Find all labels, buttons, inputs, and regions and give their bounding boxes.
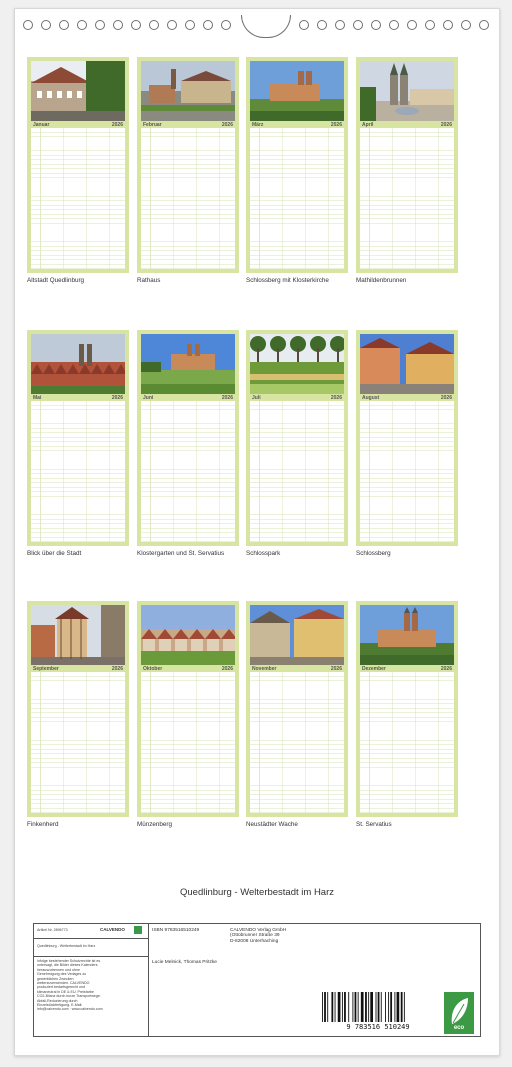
month-photo bbox=[360, 61, 454, 121]
calvendo-logo: CALVENDO bbox=[100, 927, 125, 932]
month-name: Oktober bbox=[143, 666, 163, 672]
binding-ring bbox=[389, 20, 399, 30]
month-year: 2026 bbox=[440, 666, 452, 672]
month-year: 2026 bbox=[330, 666, 342, 672]
barcode-digits: 9 783516 510249 bbox=[346, 1023, 410, 1031]
month-header bbox=[141, 665, 235, 672]
month-photo bbox=[31, 605, 125, 665]
day-grid bbox=[250, 672, 344, 813]
month-name: Januar bbox=[33, 122, 50, 128]
month-header bbox=[360, 121, 454, 128]
month-photo bbox=[141, 334, 235, 394]
month-oktober bbox=[137, 601, 239, 828]
product-name: Quedlinburg - Welterbestadt im Harz bbox=[37, 944, 96, 948]
eco-label: eco bbox=[453, 1025, 465, 1031]
day-grid bbox=[360, 672, 454, 813]
binding-ring bbox=[203, 20, 213, 30]
legal-text: Infolge bestehender Schutzrechte ist es untersagt, die Bilder dieses Kalenders herauszutrennen und ohne Genehmigung des Verlages zu gewerblichen Zwecken weiterzuverwenden. CALVENDO produziert bedarfsgerecht und klimaneutral in DE & EU. Preisfarbe CO2-Bilanz durch kurze Transportwege. Abfall-Reduzierung durch Einzelstückfertigung. E-Mail: info@calvendo.com · www.calvendo.com bbox=[37, 959, 103, 1012]
binding-ring bbox=[23, 20, 33, 30]
authors: Lucie Melnick, Thomas Pritzke bbox=[152, 960, 217, 965]
day-grid bbox=[141, 672, 235, 813]
day-grid bbox=[360, 128, 454, 269]
binding-ring bbox=[113, 20, 123, 30]
month-header bbox=[360, 394, 454, 401]
day-grid bbox=[360, 401, 454, 542]
publisher-city: D-82008 Unterhaching bbox=[230, 938, 279, 944]
month-caption: Mathildenbrunnen bbox=[356, 277, 407, 284]
month-photo bbox=[250, 334, 344, 394]
month-header bbox=[141, 121, 235, 128]
binding-ring bbox=[95, 20, 105, 30]
month-name: September bbox=[33, 666, 59, 672]
month-caption: Schlossberg bbox=[356, 550, 391, 557]
hanger-hook bbox=[241, 15, 291, 38]
publisher-name: CALVENDO Verlag GmbH bbox=[230, 928, 287, 933]
month-photo bbox=[250, 605, 344, 665]
month-februar bbox=[137, 57, 239, 284]
month-photo bbox=[31, 61, 125, 121]
barcode bbox=[316, 990, 440, 1032]
month-year: 2026 bbox=[111, 395, 123, 401]
binding-ring bbox=[317, 20, 327, 30]
info-left-column bbox=[34, 924, 149, 1036]
month-november bbox=[246, 601, 348, 828]
month-caption: Altstadt Quedlinburg bbox=[27, 277, 85, 284]
month-photo bbox=[31, 334, 125, 394]
publisher-block bbox=[230, 928, 286, 944]
month-märz bbox=[246, 57, 348, 284]
binding-ring bbox=[443, 20, 453, 30]
month-year: 2026 bbox=[440, 122, 452, 128]
month-photo bbox=[360, 334, 454, 394]
month-caption: Neustädter Wache bbox=[246, 821, 298, 828]
month-juli bbox=[246, 330, 348, 557]
month-name: November bbox=[252, 666, 277, 672]
article-number: Artikel Nr. 2896773 bbox=[37, 928, 68, 932]
month-caption: Schlosspark bbox=[246, 550, 281, 557]
month-name: Februar bbox=[143, 122, 162, 128]
binding-ring bbox=[167, 20, 177, 30]
month-name: März bbox=[252, 122, 264, 128]
month-dezember bbox=[356, 601, 458, 828]
month-name: August bbox=[362, 395, 380, 401]
binding-rings bbox=[23, 17, 493, 35]
month-year: 2026 bbox=[221, 666, 233, 672]
logo-square-icon bbox=[134, 926, 142, 934]
binding-ring bbox=[131, 20, 141, 30]
month-caption: Klostergarten und St. Servatius bbox=[137, 550, 225, 557]
month-caption: Finkenherd bbox=[27, 821, 59, 828]
day-grid bbox=[141, 128, 235, 269]
binding-ring bbox=[221, 20, 231, 30]
month-year: 2026 bbox=[221, 395, 233, 401]
day-grid bbox=[31, 401, 125, 542]
month-januar bbox=[27, 57, 129, 284]
month-header bbox=[31, 665, 125, 672]
month-year: 2026 bbox=[330, 122, 342, 128]
binding-ring bbox=[59, 20, 69, 30]
binding-ring bbox=[149, 20, 159, 30]
binding-ring bbox=[299, 20, 309, 30]
month-name: Mai bbox=[33, 395, 42, 401]
month-mai bbox=[27, 330, 129, 557]
month-year: 2026 bbox=[111, 666, 123, 672]
eco-badge bbox=[444, 992, 474, 1034]
month-header bbox=[250, 394, 344, 401]
binding-ring bbox=[371, 20, 381, 30]
isbn: ISBN 9783516510249 bbox=[152, 928, 200, 933]
day-grid bbox=[31, 672, 125, 813]
binding-ring bbox=[185, 20, 195, 30]
month-photo bbox=[141, 61, 235, 121]
month-year: 2026 bbox=[221, 122, 233, 128]
month-april bbox=[356, 57, 458, 284]
binding-ring bbox=[425, 20, 435, 30]
month-header bbox=[250, 665, 344, 672]
month-header bbox=[31, 121, 125, 128]
info-box bbox=[33, 923, 481, 1037]
month-header bbox=[360, 665, 454, 672]
month-header bbox=[31, 394, 125, 401]
month-juni bbox=[137, 330, 239, 557]
publisher-street: (Ottobrunner Straße 39 bbox=[230, 933, 280, 939]
month-photo bbox=[141, 605, 235, 665]
day-grid bbox=[141, 401, 235, 542]
month-year: 2026 bbox=[111, 122, 123, 128]
binding-ring bbox=[77, 20, 87, 30]
month-photo bbox=[250, 61, 344, 121]
month-caption: St. Servatius bbox=[356, 821, 392, 828]
month-name: April bbox=[362, 122, 374, 128]
month-photo bbox=[360, 605, 454, 665]
calendar-title: Quedlinburg - Welterbestadt im Harz bbox=[180, 887, 334, 898]
month-caption: Schlossberg mit Klosterkirche bbox=[246, 277, 329, 284]
month-august bbox=[356, 330, 458, 557]
article-row bbox=[34, 924, 148, 939]
binding-ring bbox=[41, 20, 51, 30]
day-grid bbox=[250, 401, 344, 542]
day-grid bbox=[250, 128, 344, 269]
month-name: Juli bbox=[252, 395, 261, 401]
calendar-sheet bbox=[14, 8, 500, 1056]
month-name: Juni bbox=[143, 395, 154, 401]
product-row bbox=[34, 939, 148, 957]
month-caption: Blick über die Stadt bbox=[27, 550, 82, 557]
month-header bbox=[141, 394, 235, 401]
binding-ring bbox=[353, 20, 363, 30]
day-grid bbox=[31, 128, 125, 269]
binding-ring bbox=[479, 20, 489, 30]
month-header bbox=[250, 121, 344, 128]
month-caption: Rathaus bbox=[137, 277, 161, 284]
month-september bbox=[27, 601, 129, 828]
binding-ring bbox=[407, 20, 417, 30]
month-year: 2026 bbox=[440, 395, 452, 401]
month-caption: Münzenberg bbox=[137, 821, 173, 828]
binding-ring bbox=[461, 20, 471, 30]
month-year: 2026 bbox=[330, 395, 342, 401]
month-name: Dezember bbox=[362, 666, 386, 672]
binding-ring bbox=[335, 20, 345, 30]
